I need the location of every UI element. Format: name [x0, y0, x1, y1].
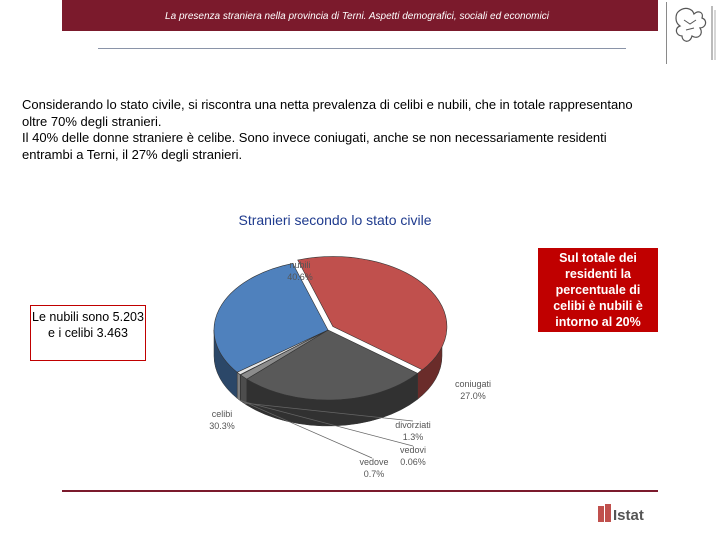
pie-label-celibi-value: 30.3% [209, 421, 235, 431]
chart-title: Stranieri secondo lo stato civile [238, 212, 432, 228]
pie-label-vedove-value: 0.7% [363, 469, 385, 479]
pie-label-divorziati-name: divorziati [395, 420, 431, 430]
header-title: La presenza straniera nella provincia di Terni. Aspetti demografici, sociali ed economici [165, 11, 549, 22]
intro-paragraph-1: Considerando lo stato civile, si riscontra una netta prevalenza di celibi e nubili, che in totale rappresentano oltre 70% degli stranieri. [22, 97, 633, 129]
pie-label-vedovi-name: vedovi [399, 445, 426, 455]
callout-nubili-celibi: Le nubili sono 5.203 e i celibi 3.463 [30, 305, 146, 361]
istat-logo-text: Istat [613, 507, 644, 524]
pie-label-nubili [278, 259, 322, 283]
intro-paragraph-2: Il 40% delle donne straniere è celibe. Sono invece coniugati, anche se non necessariamente residenti entrambi a Terni, il 27% degli stranieri. [22, 130, 607, 162]
pie-label-nubili-name: nubili [289, 260, 311, 270]
pie-label-vedovi [393, 444, 433, 468]
pie-label-divorziati [390, 419, 436, 443]
pie-label-nubili-value: 40.6% [287, 272, 313, 282]
footer-rule [62, 490, 658, 492]
pie-label-celibi-name: celibi [211, 409, 233, 419]
pie-label-vedove [354, 456, 394, 480]
pie-label-divorziati-value: 1.3% [402, 432, 424, 442]
pie-label-coniugati-value: 27.0% [460, 391, 486, 401]
pie-side-vedove [237, 372, 240, 400]
pie-label-vedovi-value: 0.06% [400, 457, 426, 467]
pie-label-celibi [202, 408, 242, 432]
istat-logo-bar-1 [598, 506, 604, 522]
pie-label-coniugati-name: coniugati [454, 379, 492, 389]
pie-label-vedove-name: vedove [359, 457, 389, 467]
callout-percentuale: Sul totale dei residenti la percentuale di celibi è nubili è intorno al 20% [538, 248, 658, 332]
istat-logo [598, 502, 658, 524]
istat-logo-bar-2 [605, 504, 611, 522]
pie-label-coniugati [450, 378, 496, 402]
